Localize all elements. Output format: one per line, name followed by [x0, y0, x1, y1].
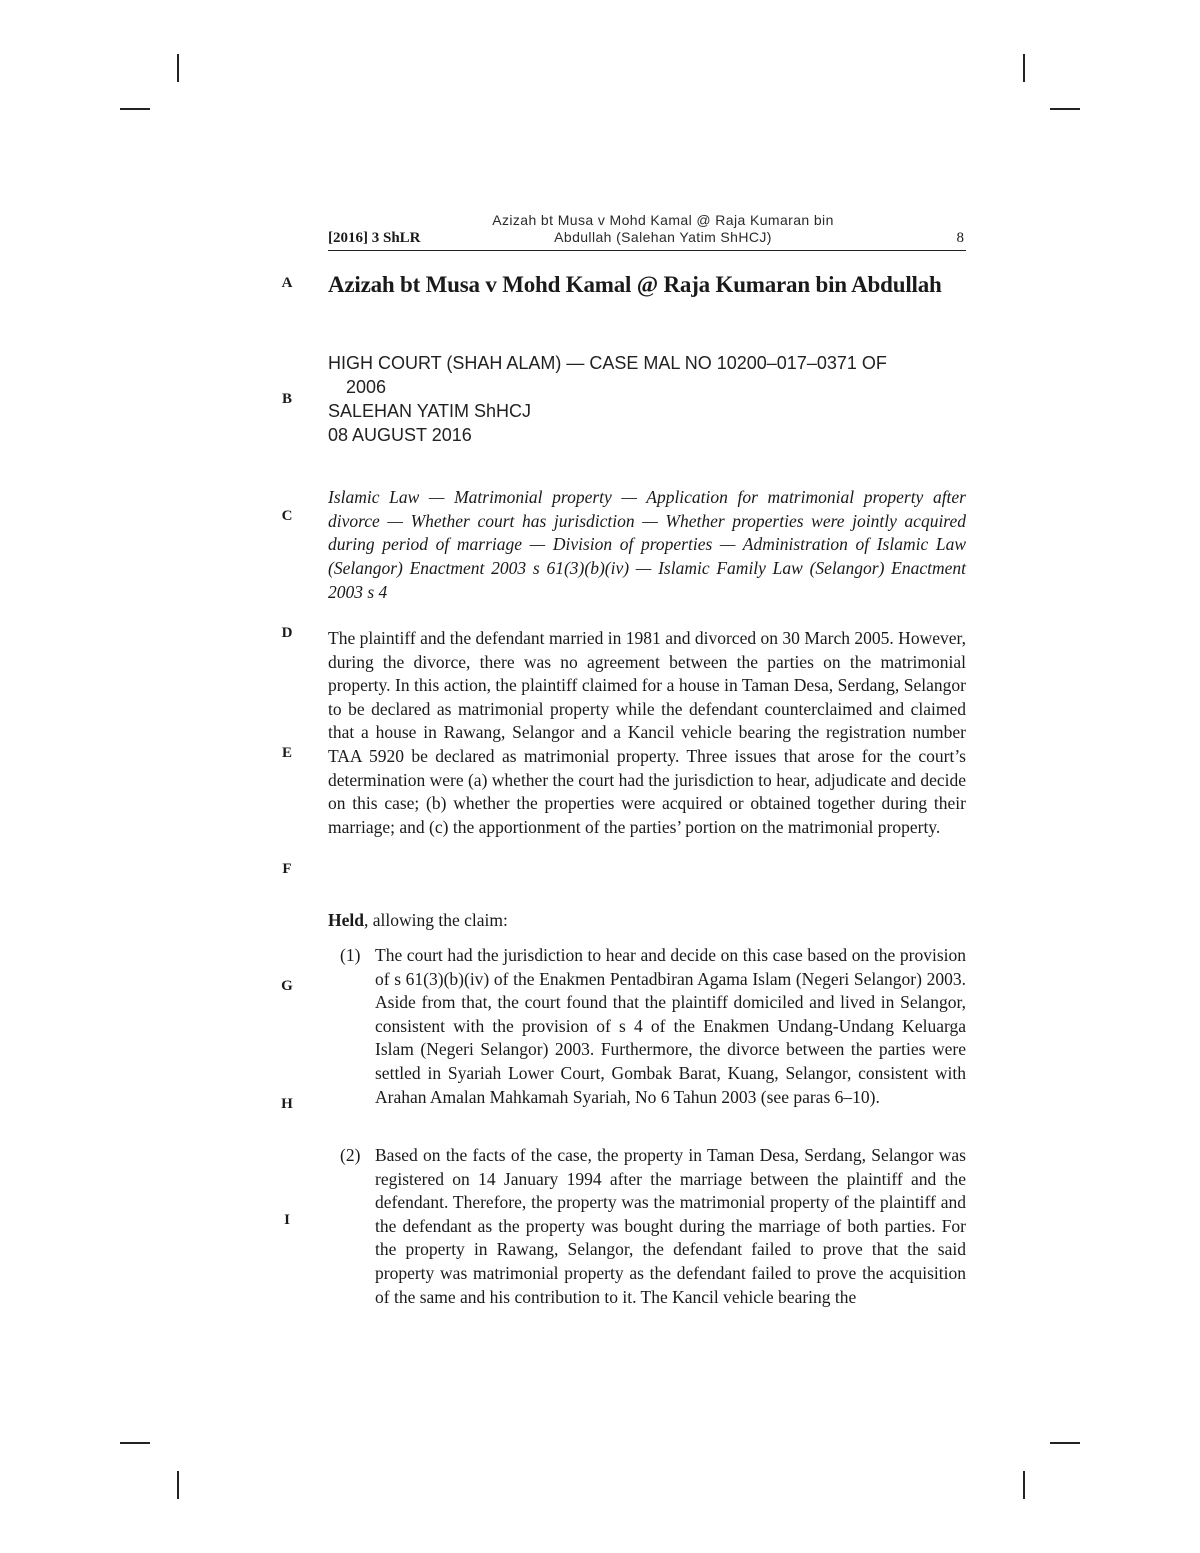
running-head-title — [453, 212, 873, 246]
court-case-number: HIGH COURT (SHAH ALAM) — CASE MAL NO 10200–017–0371 OF — [328, 353, 887, 373]
judge-name: SALEHAN YATIM ShHCJ — [328, 401, 532, 421]
holding-item — [340, 944, 966, 1109]
report-citation: [2016] 3 ShLR — [328, 230, 421, 246]
margin-letter-c: C — [281, 508, 293, 524]
margin-letter-b: B — [281, 391, 292, 407]
held-heading — [328, 910, 508, 931]
court-info — [328, 351, 966, 447]
court-case-year: 2006 — [346, 377, 387, 397]
page-number: 8 — [956, 230, 964, 246]
catchwords: Islamic Law — Matrimonial property — Application for matrimonial property after divorce — Whether court has jurisdiction — Whether properties were jointly acquired during period of marriage — Division of properties — Administration of Islamic Law (Selangor) Enactment 2003 s 61(3)(b)(iv) — Islamic Family Law (Selangor) Enactment 2003 s 4 — [328, 487, 966, 602]
held-rest: , allowing the claim: — [363, 910, 508, 930]
holding-number: (2) — [340, 1145, 361, 1165]
crop-mark — [1023, 1471, 1025, 1499]
margin-letter-i: I — [284, 1212, 290, 1228]
case-summary: The plaintiff and the defendant married in 1981 and divorced on 30 March 2005. However, during the divorce, there was no agreement between the parties on the matrimonial property. In this action, the plaintiff claimed for a house in Taman Desa, Serdang, Selangor to be declared as matrimonial property while the defendant counterclaimed and claimed that a house in Rawang, Selangor and a Kancil vehicle bearing the registration number TAA 5920 be declared as matrimonial property. Three issues that arose for the court’s determination were (a) whether the court had the jurisdiction to hear, adjudicate and decide on this case; (b) whether the properties were acquired or obtained together during their marriage; and (c) the apportionment of the parties’ portion on the matrimonial property. — [328, 628, 966, 837]
margin-letter-a: A — [281, 275, 293, 291]
running-head — [328, 212, 966, 248]
holding-text: Based on the facts of the case, the property in Taman Desa, Serdang, Selangor was registered on 14 January 1994 after the marriage between the plaintiff and the defendant. Therefore, the property was the matrimonial property of the plaintiff and the defendant as the property was bought during the marriage of both parties. For the property in Rawang, Selangor, the defendant failed to prove that the said property was matrimonial property as the defendant failed to prove the acquisition of the same and his contribution to it. The Kancil vehicle bearing the — [375, 1145, 966, 1307]
header-rule — [328, 250, 966, 251]
crop-mark — [120, 1442, 150, 1444]
running-head-title-line-1: Azizah bt Musa v Mohd Kamal @ Raja Kumaran bin — [492, 212, 834, 228]
holding-item — [340, 1144, 966, 1309]
margin-letter-h: H — [281, 1096, 293, 1112]
crop-mark — [177, 54, 179, 82]
crop-mark — [1050, 108, 1080, 110]
margin-letter-g: G — [281, 978, 293, 994]
crop-mark — [1050, 1442, 1080, 1444]
crop-mark — [177, 1471, 179, 1499]
holding-number: (1) — [340, 945, 361, 965]
judgment-date: 08 AUGUST 2016 — [328, 425, 472, 445]
margin-letter-f: F — [282, 861, 292, 877]
margin-letter-e: E — [281, 745, 292, 761]
crop-mark — [120, 108, 150, 110]
running-head-title-line-2: Abdullah (Salehan Yatim ShHCJ) — [554, 229, 772, 245]
holding-text: The court had the jurisdiction to hear and decide on this case based on the provision of s 61(3)(b)(iv) of the Enakmen Pentadbiran Agama Islam (Negeri Selangor) 2003. Aside from that, the court found that the plaintiff domiciled and lived in Selangor, consistent with the provision of s 4 of the Enakmen Undang-Undang Keluarga Islam (Negeri Selangor) 2003. Furthermore, the divorce between the parties were settled in Syariah Lower Court, Gombak Barat, Kuang, Selangor, consistent with Arahan Amalan Mahkamah Syariah, No 6 Tahun 2003 (see paras 6–10). — [375, 945, 966, 1107]
margin-letter-d: D — [281, 625, 293, 641]
crop-mark — [1023, 54, 1025, 82]
case-title: Azizah bt Musa v Mohd Kamal @ Raja Kumaran bin Abdullah — [328, 272, 942, 297]
held-label: Held — [328, 910, 364, 930]
